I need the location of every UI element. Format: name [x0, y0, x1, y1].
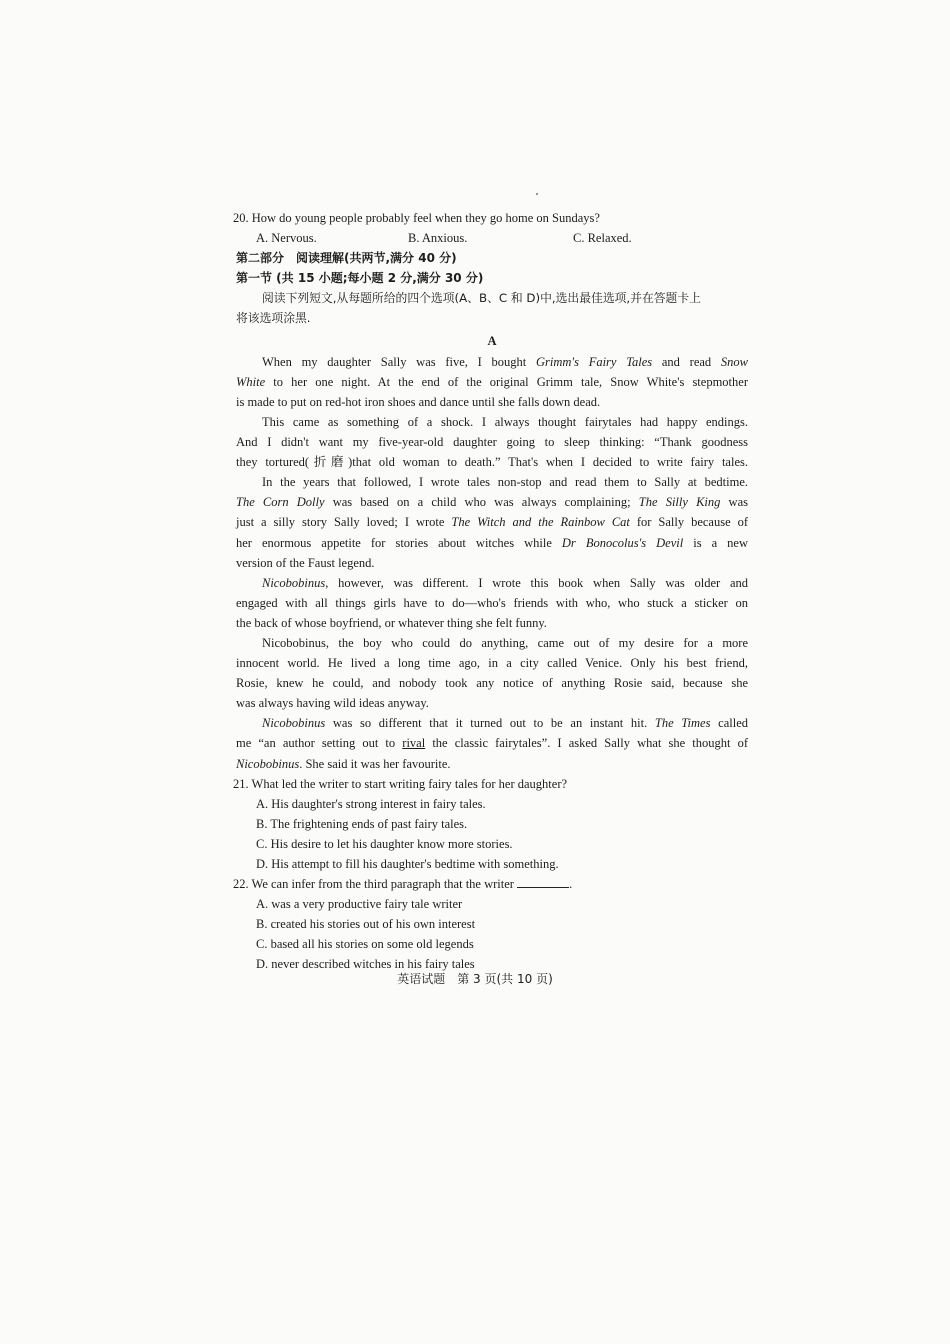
q20-options	[236, 228, 748, 248]
q22-option-a: A. was a very productive fairy tale writer	[256, 897, 463, 912]
p2-line-3: they tortured(折磨)that old woman to death.” That's when I decided to write fairy tales.	[236, 455, 748, 470]
p5-line-2: innocent world. He lived a long time ago, in a city called Venice. Only his best friend,	[236, 656, 748, 671]
q21-option-a: A. His daughter's strong interest in fairy tales.	[256, 796, 486, 811]
q22-option-c: C. based all his stories on some old legends	[256, 937, 474, 952]
p1-line-2: White to her one night. At the end of the original Grimm tale, Snow White's stepmother	[236, 374, 748, 389]
p1-line-1: When my daughter Sally was five, I bought Grimm's Fairy Tales and read Snow	[262, 354, 748, 369]
instruction-line-1: 阅读下列短文,从每题所给的四个选项(A、B、C 和 D)中,选出最佳选项,并在答题卡上	[262, 291, 701, 306]
p2-line-1: This came as something of a shock. I always thought fairytales had happy endings.	[262, 414, 748, 429]
q20-stem: 20. How do young people probably feel when they go home on Sundays?	[233, 211, 600, 225]
p3-line-4: her enormous appetite for stories about witches while Dr Bonocolus's Devil is a new	[236, 535, 748, 550]
passage-title: A	[487, 333, 497, 348]
q20-option-a: A. Nervous.	[256, 231, 317, 246]
p5-line-3: Rosie, knew he could, and nobody took any notice of anything Rosie said, because she	[236, 676, 748, 691]
p5-line-4: was always having wild ideas anyway.	[236, 696, 429, 711]
q22-stem: 22. We can infer from the third paragraph that the writer .	[233, 877, 573, 892]
part2-heading: 第二部分 阅读理解(共两节,满分 40 分)	[236, 251, 457, 266]
p3-line-2: The Corn Dolly was based on a child who was always complaining; The Silly King was	[236, 495, 748, 510]
scan-speck	[536, 193, 538, 195]
q22-option-d: D. never described witches in his fairy tales	[256, 957, 475, 972]
p3-line-3: just a silly story Sally loved; I wrote The Witch and the Rainbow Cat for Sally because of	[236, 515, 748, 530]
p4-line-3: the back of whose boyfriend, or whatever thing she felt funny.	[236, 615, 547, 630]
p6-line-1: Nicobobinus was so different that it turned out to be an instant hit. The Times called	[262, 716, 748, 731]
p1-line-3: is made to put on red-hot iron shoes and dance until she falls down dead.	[236, 394, 601, 409]
answer-blank	[517, 875, 569, 888]
q21-option-d: D. His attempt to fill his daughter's bedtime with something.	[256, 857, 559, 871]
q21-stem: 21. What led the writer to start writing fairy tales for her daughter?	[233, 776, 568, 791]
page-footer: 英语试题 第 3 页(共 10 页)	[397, 972, 553, 986]
section1-heading: 第一节 (共 15 小题;每小题 2 分,满分 30 分)	[236, 271, 484, 286]
p2-line-2: And I didn't want my five-year-old daughter going to sleep thinking: “Thank goodness	[236, 435, 748, 450]
q21-option-c: C. His desire to let his daughter know more stories.	[256, 836, 513, 851]
p4-line-1: Nicobobinus, however, was different. I wrote this book when Sally was older and	[262, 575, 748, 590]
q22-option-b: B. created his stories out of his own interest	[256, 917, 476, 932]
q21-option-b: B. The frightening ends of past fairy tales.	[256, 816, 468, 831]
q20-option-b: B. Anxious.	[408, 231, 468, 246]
p5-line-1: Nicobobinus, the boy who could do anything, came out of my desire for a more	[262, 635, 748, 650]
p3-line-1: In the years that followed, I wrote tales non-stop and read them to Sally at bedtime.	[262, 475, 748, 490]
p6-line-2: me “an author setting out to rival the classic fairytales”. I asked Sally what she thought of	[236, 736, 749, 751]
p6-line-3: Nicobobinus. She said it was her favourite.	[236, 756, 451, 771]
q20-option-c: C. Relaxed.	[573, 231, 632, 246]
p4-line-2: engaged with all things girls have to do—who's friends with who, who stuck a sticker on	[236, 595, 748, 610]
instruction-line-2: 将该选项涂黑.	[236, 311, 311, 326]
exam-page	[233, 208, 749, 975]
p3-line-5: version of the Faust legend.	[236, 555, 375, 570]
